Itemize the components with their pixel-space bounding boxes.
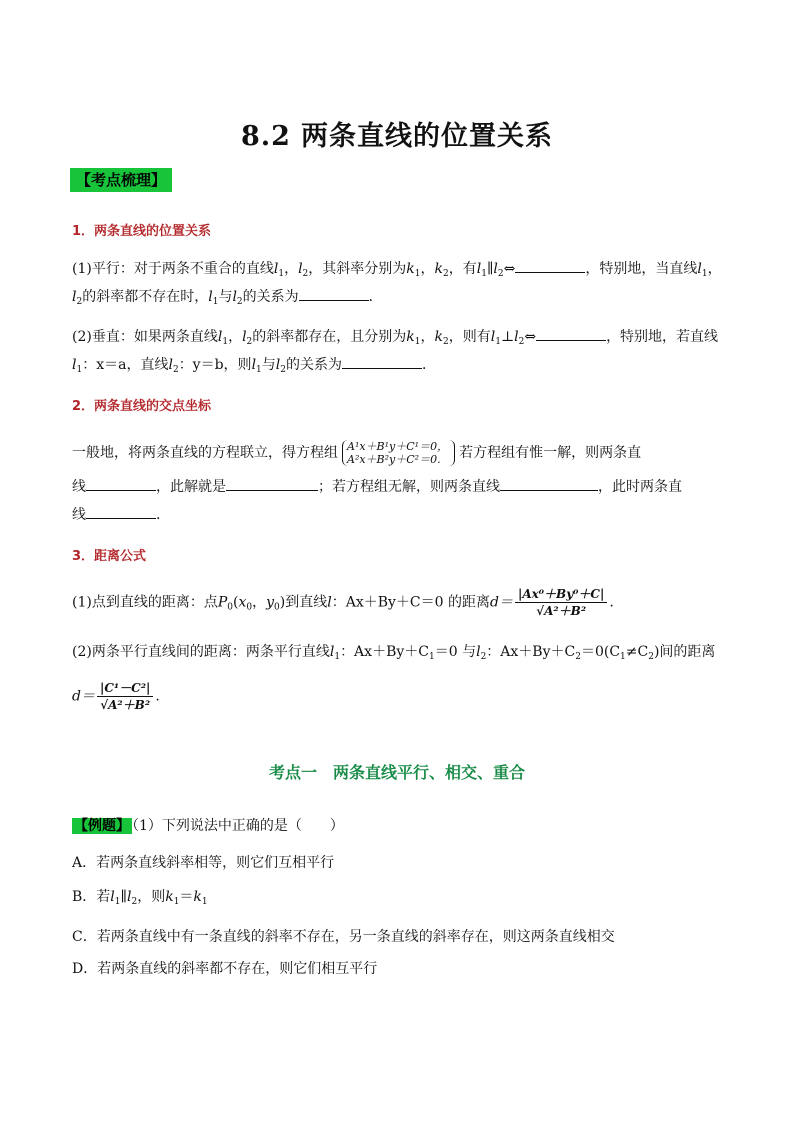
- intersection-line-3: 线 .: [72, 504, 724, 525]
- perpendicular-line-2: $l_1$：x＝a，直线$l_2$：y＝b，则$l_1$与$l_2$的关系为 ．: [72, 354, 724, 380]
- parallel-distance: (2)两条平行直线间的距离：两条平行直线$l_1$：$Ax+By+C_1=0$ 与$l_2$：$Ax+By+C_2=0(C_1\ne C_2)$间的距离: [72, 644, 716, 662]
- option-c[interactable]: C．若两条直线中有一条直线的斜率不存在，另一条直线的斜率存在，则这两条直线相交: [72, 929, 615, 945]
- page-title: [0, 114, 794, 153]
- parallel-distance-formula: d＝ $\frac{\text{|C¹－C²|}}{\text{√A²＋B²}}$ .: [72, 681, 160, 712]
- option-b[interactable]: B．若$l_1\parallel l_2$，则$k_1=k_1$: [72, 889, 208, 907]
- distance-fraction-2: $\frac{\text{|C¹－C²|}}{\text{√A²＋B²}}$: [97, 680, 153, 713]
- intersection-line-2: 线 ，此解就是 ；若方程组无解，则两条直线 ，此时两条直: [72, 476, 724, 497]
- blank-3[interactable]: [536, 326, 606, 341]
- heading-position-relation: 1．两条直线的位置关系: [72, 224, 212, 239]
- heading-intersection: 2．两条直线的交点坐标: [72, 399, 212, 414]
- option-d[interactable]: D．若两条直线的斜率都不存在，则它们相互平行: [72, 961, 378, 977]
- blank-4[interactable]: [342, 354, 422, 369]
- distance-fraction-1: $\frac{\text{|Ax⁰＋By⁰＋C|}}{\text{√A²＋B²}}$: [515, 586, 607, 619]
- parallel-line-1: (1)平行：对于两条不重合的直线$l_1$，$l_2$，其斜率分别为$k_1$，$k_2$，有$l_1\parallel l_2\Leftrightarrow$ ，特别地，当直线$l_1$，: [72, 258, 724, 284]
- heading-distance: 3．距离公式: [72, 549, 147, 564]
- title-text: 两条直线的位置关系: [300, 121, 553, 152]
- kaodian-heading: 考点一 两条直线平行、相交、重合: [268, 763, 525, 782]
- section-tag: 【考点梳理】: [70, 168, 172, 192]
- blank-2[interactable]: [299, 286, 369, 301]
- equation-system: A¹x＋B¹y＋C¹＝0， A²x＋B²y＋C²＝0.: [342, 440, 455, 466]
- title-number: 8.2: [241, 121, 291, 152]
- option-a[interactable]: A．若两条直线斜率相等，则它们互相平行: [72, 855, 335, 871]
- intersection-line-1: 一般地，将两条直线的方程联立，得方程组 A¹x＋B¹y＋C¹＝0， A²x＋B²y＋C²＝0. 若方程组有惟一解，则两条直: [72, 440, 642, 466]
- blank-1[interactable]: [515, 258, 585, 273]
- blank-8[interactable]: [86, 504, 156, 519]
- perpendicular-line-1: (2)垂直：如果两条直线$l_1$，$l_2$的斜率都存在，且分别为$k_1$，$k_2$，则有$l_1\perp l_2\Leftrightarrow$ ，特别地，若直线: [72, 326, 724, 352]
- parallel-line-2: $l_2$的斜率都不存在时，$l_1$与$l_2$的关系为 ．: [72, 286, 724, 312]
- blank-7[interactable]: [500, 476, 598, 491]
- blank-6[interactable]: [226, 476, 318, 491]
- point-line-distance: (1)点到直线的距离：点$P_0(x_0$，$y_0$)到直线l：Ax＋By＋C＝0 的距离d＝ $\frac{\text{|Ax⁰＋By⁰＋C|}}{\text{√A²＋B²}}$ .: [72, 587, 614, 618]
- example-question: 【例题】 （1）下列说法中正确的是（ ）: [74, 818, 344, 834]
- blank-5[interactable]: [86, 476, 156, 491]
- example-tag: 【例题】: [74, 818, 130, 834]
